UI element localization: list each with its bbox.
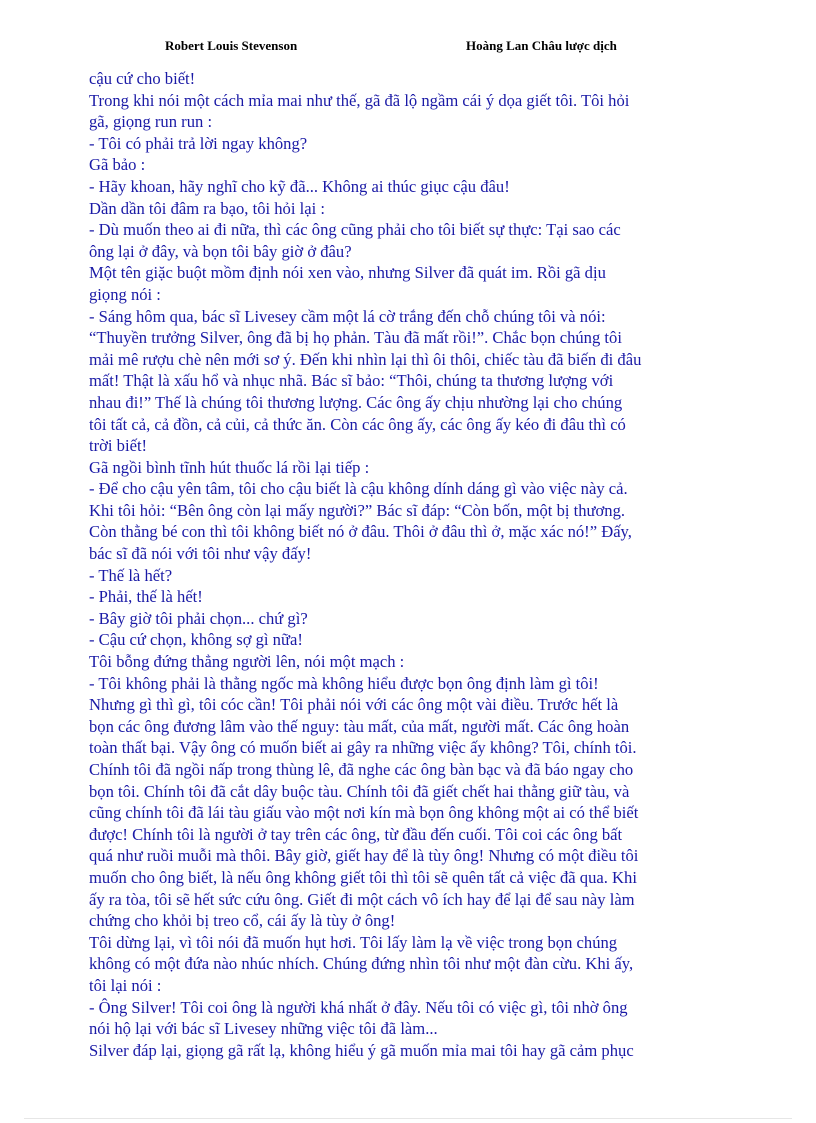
text-line: - Ông Silver! Tôi coi ông là người khá nhất ở đây. Nếu tôi có việc gì, tôi nhờ ông — [89, 997, 628, 1017]
text-line: - Cậu cứ chọn, không sợ gì nữa! — [89, 630, 303, 650]
text-line: quá như ruồi muỗi mà thôi. Bây giờ, giết hay để là tùy ông! Nhưng có một điều tôi — [89, 846, 639, 866]
translator-credit: Hoàng Lan Châu lược dịch — [466, 38, 617, 53]
text-line: tôi tất cả, cả đồn, cả củi, cả thức ăn. Còn các ông ấy, các ông ấy kéo đi đâu thì có — [89, 414, 626, 434]
text-line: muốn cho ông biết, là nếu ông không giết tôi thì tôi sẽ quên tất cả việc đã qua. Khi — [89, 867, 637, 887]
story-text — [89, 68, 729, 1061]
text-line: - Phải, thế là hết! — [89, 587, 203, 607]
text-line: được! Chính tôi là người ở tay trên các ông, từ đầu đến cuối. Tôi coi các ông bất — [89, 824, 623, 844]
text-line: Nhưng gì thì gì, tôi cóc cần! Tôi phải nói với các ông một vài điều. Trước hết là — [89, 695, 619, 715]
text-line: Chính tôi đã ngồi nấp trong thùng lê, đã nghe các ông bàn bạc và đã báo ngay cho — [89, 760, 634, 779]
text-line: Gã ngồi bình tĩnh hút thuốc lá rồi lại tiếp : — [89, 457, 370, 477]
text-line: Silver đáp lại, giọng gã rất lạ, không hiểu ý gã muốn mỉa mai tôi hay gã cảm phục — [89, 1040, 634, 1060]
text-line: Còn thằng bé con thì tôi không biết nó ở đâu. Thôi ở đâu thì ở, mặc xác nó!” Đấy, — [89, 522, 632, 542]
text-line: Một tên giặc buột mồm định nói xen vào, nhưng Silver đã quát im. Rồi gã dịu — [89, 263, 606, 283]
text-line: Tôi bỗng đứng thẳng người lên, nói một mạch : — [89, 652, 405, 672]
text-line: “Thuyền trưởng Silver, ông đã bị họ phản. Tàu đã mất rồi!”. Chắc bọn chúng tôi — [89, 328, 622, 348]
text-line: Tôi dừng lại, vì tôi nói đã muốn hụt hơi. Tôi lấy làm lạ về việc trong bọn chúng — [89, 932, 618, 952]
text-line: bọn tôi. Chính tôi đã cắt dây buộc tàu. Chính tôi đã giết chết hai thằng giữ tàu, và — [89, 781, 630, 801]
text-line: nhau đi!” Thế là chúng tôi thương lượng. Các ông ấy chịu nhường lại cho chúng — [89, 392, 623, 412]
text-line: mải mê rượu chè nên mới sơ ý. Đến khi nhìn lại thì ôi thôi, chiếc tàu đã biến đi đâu — [89, 349, 642, 369]
text-line: trời biết! — [89, 436, 148, 456]
text-line: - Bây giờ tôi phải chọn... chứ gì? — [89, 608, 308, 628]
text-line: - Hãy khoan, hãy nghĩ cho kỹ đã... Không ai thúc giục cậu đâu! — [89, 176, 510, 196]
text-line: ông lại ở đây, và bọn tôi bây giờ ở đâu? — [89, 241, 352, 261]
text-line: nói hộ lại với bác sĩ Livesey những việc tôi đã làm... — [89, 1019, 438, 1039]
text-line: gã, giọng run run : — [89, 112, 213, 132]
text-line: tôi lại nói : — [89, 975, 162, 995]
text-line: ấy ra tòa, tôi sẽ hết sức cứu ông. Giết đi một cách vô ích hay để lại để sau này làm — [89, 889, 635, 909]
text-line: - Tôi không phải là thằng ngốc mà không hiểu được bọn ông định làm gì tôi! — [89, 673, 599, 693]
text-line: không có một đứa nào nhúc nhích. Chúng đứng nhìn tôi như một đàn cừu. Khi ấy, — [89, 954, 634, 974]
text-line: - Thế là hết? — [89, 565, 173, 585]
text-line: giọng nói : — [89, 284, 161, 304]
text-line: - Để cho cậu yên tâm, tôi cho cậu biết là cậu không dính dáng gì vào việc này cả. — [89, 479, 628, 499]
text-line: bác sĩ đã nói với tôi như vậy đấy! — [89, 544, 312, 564]
text-line: bọn các ông đương lâm vào thế nguy: tàu mất, của mất, người mất. Các ông hoàn — [89, 716, 630, 736]
text-line: - Dù muốn theo ai đi nữa, thì các ông cũng phải cho tôi biết sự thực: Tại sao các — [89, 220, 621, 240]
text-line: chứng cho khỏi bị treo cổ, cái ấy là tùy ở ông! — [89, 911, 396, 931]
text-line: Khi tôi hỏi: “Bên ông còn lại mấy người?” Bác sĩ đáp: “Còn bốn, một bị thương. — [89, 500, 626, 520]
text-line: Gã bảo : — [89, 155, 146, 175]
text-line: cũng chính tôi đã lái tàu giấu vào một nơi kín mà bọn ông không một ai có thể biết — [89, 803, 639, 823]
text-line: mất! Thật là xấu hổ và nhục nhã. Bác sĩ bảo: “Thôi, chúng ta thương lượng với — [89, 371, 614, 391]
text-line: cậu cứ cho biết! — [89, 69, 196, 88]
author-name: Robert Louis Stevenson — [165, 38, 298, 53]
text-line: toàn thất bại. Vậy ông có muốn biết ai gây ra những việc ấy không? Tôi, chính tôi. — [89, 738, 637, 758]
text-line: Dần dần tôi đâm ra bạo, tôi hỏi lại : — [89, 198, 325, 218]
text-line: - Sáng hôm qua, bác sĩ Livesey cầm một lá cờ trắng đến chỗ chúng tôi và nói: — [89, 306, 606, 326]
page-bottom-divider — [24, 1118, 792, 1119]
page-header — [0, 38, 816, 58]
text-line: - Tôi có phải trả lời ngay không? — [89, 133, 308, 153]
text-line: Trong khi nói một cách mỉa mai như thế, gã đã lộ ngầm cái ý dọa giết tôi. Tôi hỏi — [89, 90, 630, 110]
